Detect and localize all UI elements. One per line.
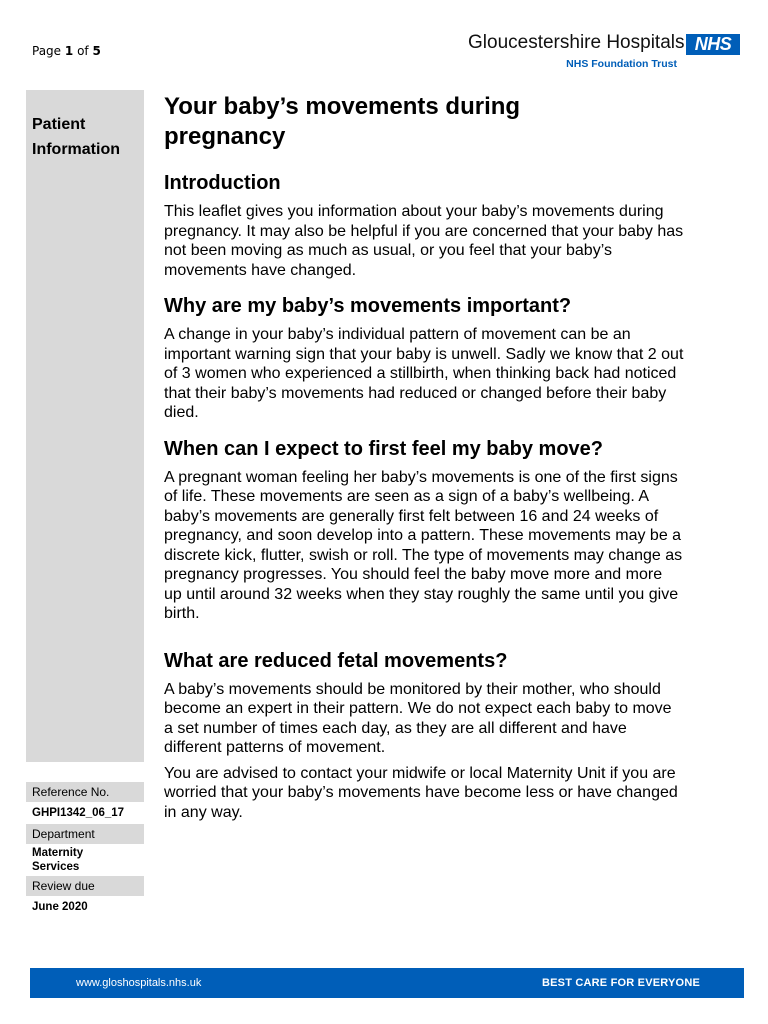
reference-value: GHPI1342_06_17	[32, 807, 125, 819]
section-paragraph: A pregnant woman feeling her baby’s movements is one of the first signs of life. These movements are seen as a sign of a baby’s wellbeing. A baby’s movements are generally first felt between 16 and 24 weeks of pregnancy, and soon develop into a pattern. These movements may be a discrete kick, flutter, swish or roll. The type of movements may change as pregnancy progresses. You should feel the baby move more and more up until around 32 weeks when they stay roughly the same until you give birth.	[164, 468, 683, 622]
reference-label: Reference No.	[26, 782, 144, 802]
department-label: Department	[26, 824, 144, 844]
nhs-logo: NHS	[686, 34, 740, 55]
sidebar-label	[32, 112, 120, 162]
page-of: of	[77, 44, 89, 58]
sidebar-panel	[26, 90, 144, 762]
footer-url-link[interactable]: www.gloshospitals.nhs.uk	[76, 977, 202, 989]
section-heading-introduction: Introduction	[164, 172, 281, 194]
page-total: 5	[92, 44, 101, 58]
section-paragraph: You are advised to contact your midwife or local Maternity Unit if you are worried that your baby’s movements have become less or have changed in any way.	[164, 764, 678, 821]
section-paragraph: A baby’s movements should be monitored by their mother, who should become an expert in their pattern. We do not expect each baby to move a set number of times each day, as they are all different and have different patterns of movement.	[164, 680, 672, 756]
organisation-subtitle: NHS Foundation Trust	[566, 58, 677, 70]
department-value	[26, 844, 144, 876]
organisation-header	[468, 32, 740, 72]
section-heading-first-movement: When can I expect to first feel my baby move?	[164, 437, 604, 460]
document-title-line1: Your baby’s movements during	[164, 93, 521, 120]
page-current: 1	[64, 44, 74, 58]
review-value: June 2020	[32, 901, 88, 913]
section-paragraph: A change in your baby’s individual pattern of movement can be an important warning sign that your baby is unwell. Sadly we know that 2 out of 3 women who experienced a stillbirth, when thinking back had noticed that their baby’s movements had reduced or changed before their baby died.	[164, 326, 684, 421]
organisation-name: Gloucestershire Hospitals	[468, 32, 685, 53]
review-label: Review due	[26, 876, 144, 896]
document-meta	[26, 782, 144, 918]
document-title	[164, 92, 684, 152]
department-value-line2: Services	[32, 861, 80, 873]
department-value-line1: Maternity	[32, 847, 84, 859]
footer-bar	[30, 968, 744, 998]
sidebar-label-line1: Patient	[32, 116, 86, 133]
section-heading-reduced-movements: What are reduced fetal movements?	[164, 649, 508, 672]
page-number	[32, 44, 101, 58]
section-heading-importance: Why are my baby’s movements important?	[164, 295, 572, 317]
sidebar-label-line2: Information	[32, 141, 120, 158]
section-paragraph: This leaflet gives you information about your baby’s movements during pregnancy. It may also be helpful if you are concerned that your baby has not been moving as much as usual, or you feel that your baby’s movements have changed.	[164, 203, 684, 279]
document-title-line2: pregnancy	[164, 123, 286, 150]
document-body	[164, 92, 684, 822]
page-prefix: Page	[32, 44, 62, 58]
footer-tagline: BEST CARE FOR EVERYONE	[541, 977, 700, 989]
